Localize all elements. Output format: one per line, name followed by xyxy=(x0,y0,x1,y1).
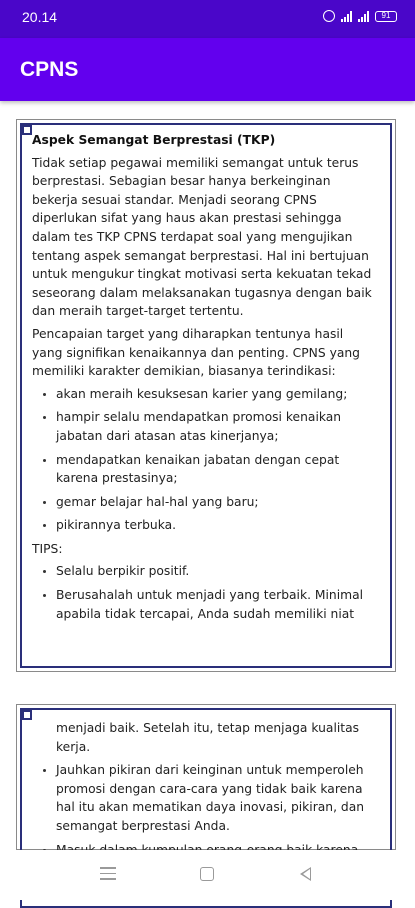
paragraph: Pencapaian target yang diharapkan tentunya hasil yang signifikan kenaikannya dan penting. CPNS yang memiliki karakter demikian, biasanya terindikasi: xyxy=(32,326,360,379)
traits-list xyxy=(32,385,372,535)
list-item-continuation: menjadi baik. Setelah itu, tetap menjaga kualitas kerja. xyxy=(56,721,360,754)
list-item: Berusahalah untuk menjadi yang terbaik. Minimal apabila tidak tercapai, Anda sudah memiliki niat xyxy=(32,586,372,623)
status-time: 20.14 xyxy=(22,9,58,25)
tips-list xyxy=(32,761,372,859)
nav-home-icon[interactable] xyxy=(200,867,214,881)
list-item: akan meraih kesuksesan karier yang gemilang; xyxy=(32,385,372,404)
alarm-icon xyxy=(323,10,335,22)
battery-icon: 91 xyxy=(375,11,397,22)
list-item: Jauhkan pikiran dari keinginan untuk memperoleh promosi dengan cara-cara yang tidak baik karena hal itu akan mematikan daya inovasi, pikiran, dan semangat berprestasi Anda. xyxy=(32,761,372,835)
card-content xyxy=(32,719,372,847)
list-item: pikirannya terbuka. xyxy=(32,516,372,535)
nav-menu-icon[interactable] xyxy=(100,867,116,884)
signal-icon xyxy=(358,11,369,22)
list-item: mendapatkan kenaikan jabatan dengan cepat karena prestasinya; xyxy=(32,451,372,488)
status-icons xyxy=(323,10,397,22)
list-item: hampir selalu mendapatkan promosi kenaikan jabatan dari atasan atas kinerjanya; xyxy=(32,408,372,445)
section-heading: Aspek Semangat Berprestasi (TKP) xyxy=(32,133,276,147)
list-item: gemar belajar hal-hal yang baru; xyxy=(32,493,372,512)
list-item: Selalu berpikir positif. xyxy=(32,562,372,581)
signal-icon xyxy=(341,11,352,22)
nav-back-icon[interactable] xyxy=(300,867,311,881)
status-bar xyxy=(0,0,415,38)
paragraph: Tidak setiap pegawai memiliki semangat untuk terus berprestasi. Sebagian besar hanya berkeinginan bekerja sesuai standar. Menjadi seorang CPNS diperlukan sifat yang haus akan prestasi sehingga dalam tes TKP CPNS terdapat soal yang mengujikan tentang aspek semangat berprestasi. Hal ini bertujuan untuk mengukur tingkat motivasi serta kekuatan tekad seseorang dalam melaksanakan tugasnya dengan baik dan meraih target-target tertentu. xyxy=(32,155,372,319)
tips-list xyxy=(32,562,372,623)
app-bar xyxy=(0,38,415,101)
app-title: CPNS xyxy=(20,58,79,81)
tips-label: TIPS: xyxy=(32,541,63,556)
system-nav-bar xyxy=(0,850,415,900)
card-content xyxy=(32,131,372,628)
